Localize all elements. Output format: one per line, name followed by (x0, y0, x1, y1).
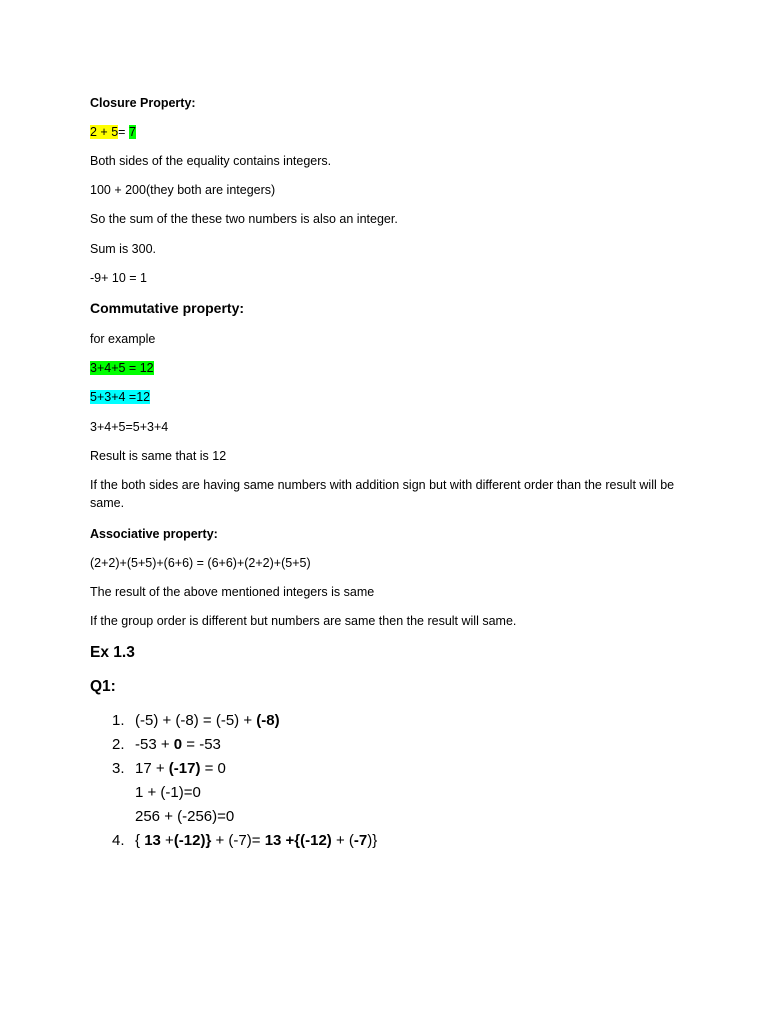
item-text: (-5) + (-8) = (-5) + (135, 712, 257, 729)
closure-heading: Closure Property: (90, 96, 196, 110)
commutative-line-3 (90, 388, 150, 406)
closure-line-4: Sum is 300. (90, 242, 157, 256)
question-label: Q1: (90, 678, 116, 695)
item-bold: 0 (173, 736, 183, 753)
item-text: 17 + (135, 760, 169, 777)
item-bold: -7 (353, 832, 368, 849)
answer-item-2 (112, 735, 221, 755)
commutative-highlight-green: 3+4+5 = 12 (90, 361, 154, 375)
item-bold: (-17) (168, 760, 201, 777)
item-number: 2. (112, 736, 125, 753)
commutative-line-4: 3+4+5=5+3+4 (90, 420, 169, 434)
item-text: + (160, 832, 174, 849)
associative-heading: Associative property: (90, 527, 218, 541)
item-bold: (-12)} (173, 832, 212, 849)
commutative-line-6: If the both sides are having same numbers with addition sign but with different order than the result will be same. (90, 478, 675, 510)
closure-eq-lhs: 2 + 5 (90, 125, 119, 139)
item-text: + ( (331, 832, 354, 849)
closure-line-2: 100 + 200(they both are integers) (90, 183, 276, 197)
closure-line-5: -9+ 10 = 1 (90, 271, 147, 285)
item-text: = 0 (200, 760, 226, 777)
commutative-line-5: Result is same that is 12 (90, 449, 227, 463)
answer-item-3-continuation-1: 1 + (-1)=0 (135, 784, 201, 801)
answer-item-4 (112, 831, 377, 851)
item-bold: 13 (144, 832, 161, 849)
item-number: 3. (112, 760, 125, 777)
item-text: + (-7)= (211, 832, 265, 849)
closure-line-3: So the sum of the these two numbers is also an integer. (90, 212, 398, 226)
item-text: -53 + (135, 736, 174, 753)
item-text: )} (367, 832, 378, 849)
item-bold: (-8) (256, 712, 280, 729)
answer-item-1 (112, 711, 280, 731)
closure-eq-rhs: 7 (128, 125, 136, 139)
closure-line-1: Both sides of the equality contains integers. (90, 154, 332, 168)
commutative-heading: Commutative property: (90, 300, 245, 316)
associative-line-3: If the group order is different but numbers are same then the result will same. (90, 614, 517, 628)
answer-item-3 (112, 759, 226, 779)
closure-eq-sign: = (118, 125, 129, 139)
closure-equation (90, 123, 136, 141)
item-text: { (135, 832, 145, 849)
associative-line-2: The result of the above mentioned integers is same (90, 585, 375, 599)
item-bold: 13 +{(-12) (264, 832, 332, 849)
commutative-highlight-cyan: 5+3+4 =12 (90, 390, 151, 404)
item-text: = -53 (182, 736, 221, 753)
commutative-line-2 (90, 359, 154, 377)
item-number: 1. (112, 712, 125, 729)
associative-line-1: (2+2)+(5+5)+(6+6) = (6+6)+(2+2)+(5+5) (90, 556, 311, 570)
item-number: 4. (112, 832, 125, 849)
answer-item-3-continuation-2: 256 + (-256)=0 (135, 808, 235, 825)
exercise-heading: Ex 1.3 (90, 644, 135, 661)
commutative-line-1: for example (90, 332, 156, 346)
